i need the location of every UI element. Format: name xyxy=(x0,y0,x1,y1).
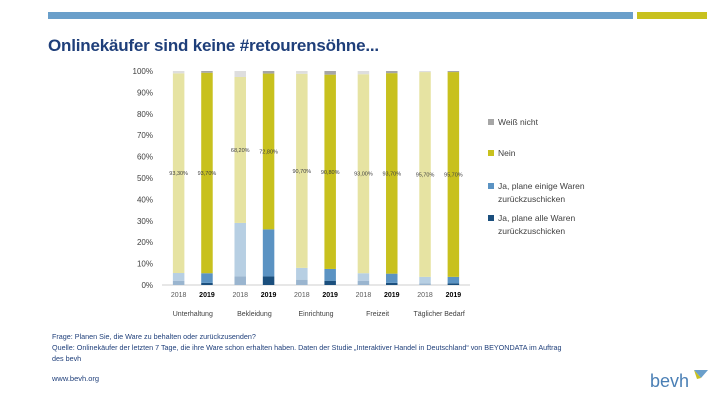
year-label: 2019 xyxy=(260,292,277,299)
y-tick-label: 0% xyxy=(141,281,153,290)
legend-swatch xyxy=(488,183,494,189)
bar-segment xyxy=(448,277,460,283)
y-tick-label: 20% xyxy=(136,238,153,248)
bar-segment xyxy=(419,283,431,285)
bar-segment xyxy=(324,71,336,75)
data-label: 95,70% xyxy=(415,172,435,179)
year-label: 2018 xyxy=(170,292,187,299)
bar-segment xyxy=(201,71,213,73)
logo-text: bevh xyxy=(650,371,690,391)
bar-segment xyxy=(201,283,213,285)
legend-label: Nein xyxy=(498,148,516,158)
bar-segment xyxy=(296,280,308,285)
bevh-logo xyxy=(650,367,710,393)
data-label: 93,70% xyxy=(197,170,217,177)
bar-segment xyxy=(296,268,308,280)
legend-label: zurückzuschicken xyxy=(498,226,566,236)
footnote-question: Frage: Planen Sie, die Ware zu behalten oder zurückzusenden? xyxy=(52,332,256,341)
data-label: 72,80% xyxy=(259,149,278,156)
y-tick-label: 60% xyxy=(136,152,153,162)
category-label: Täglicher Bedarf xyxy=(413,311,465,318)
page-title: Onlinekäufer sind keine #retourensöhne... xyxy=(48,36,379,55)
data-label: 90,80% xyxy=(320,169,340,176)
bar-segment xyxy=(419,71,431,72)
data-label: 90,70% xyxy=(292,168,312,175)
bar-segment xyxy=(358,71,370,74)
year-label: 2019 xyxy=(445,292,462,299)
y-tick-label: 80% xyxy=(136,109,153,119)
year-label: 2018 xyxy=(294,292,310,299)
data-label: 95,70% xyxy=(444,172,463,179)
bar-segment xyxy=(234,223,246,277)
bar-segment xyxy=(386,283,398,285)
y-tick-label: 30% xyxy=(136,216,153,226)
bar-segment xyxy=(419,277,431,283)
bar-segment xyxy=(358,273,370,280)
y-tick-label: 10% xyxy=(136,259,153,269)
legend-label: Ja, plane alle Waren xyxy=(498,213,576,223)
year-label: 2019 xyxy=(383,292,400,299)
legend-label: Weiß nicht xyxy=(498,117,538,127)
y-tick-label: 70% xyxy=(136,131,153,141)
footnote-source-cont: des bevh xyxy=(52,354,82,363)
bar-segment xyxy=(386,274,398,283)
y-tick-label: 90% xyxy=(136,88,153,98)
bar-segment xyxy=(263,71,275,74)
footnote-source: Quelle: Onlinekäufer der letzten 7 Tage, die ihre Ware schon erhalten haben. Daten der Studie „Interaktiver Handel in Deutschland“ von BEYONDATA im Auftrag xyxy=(52,343,562,352)
bar-segment xyxy=(386,71,398,73)
year-label: 2019 xyxy=(199,292,215,299)
year-label: 2019 xyxy=(322,292,338,299)
legend-swatch xyxy=(488,119,494,125)
category-label: Bekleidung xyxy=(237,311,272,318)
legend-label: Ja, plane einige Waren xyxy=(498,181,585,191)
data-label: 93,00% xyxy=(354,171,373,178)
category-label: Einrichtung xyxy=(298,311,334,318)
y-tick-label: 100% xyxy=(132,67,153,76)
bar-segment xyxy=(324,269,336,281)
data-label: 93,30% xyxy=(169,171,188,178)
bar-segment xyxy=(296,71,308,74)
bar-segment xyxy=(173,71,185,73)
y-tick-label: 40% xyxy=(136,195,153,205)
y-tick-label: 50% xyxy=(136,174,153,183)
category-label: Unterhaltung xyxy=(172,311,213,318)
year-label: 2018 xyxy=(355,292,372,299)
legend-swatch xyxy=(488,215,494,221)
category-label: Freizeit xyxy=(366,311,390,318)
bar-segment xyxy=(201,273,213,283)
year-label: 2018 xyxy=(417,292,433,299)
bar-segment xyxy=(448,71,460,72)
bar-segment xyxy=(448,283,460,285)
bar-segment xyxy=(263,276,275,285)
data-label: 68,20% xyxy=(230,147,250,154)
bar-segment xyxy=(358,281,370,285)
data-label: 93,70% xyxy=(382,171,402,178)
legend-swatch xyxy=(488,150,494,156)
legend-label: zurückzuschicken xyxy=(498,194,566,204)
website-link[interactable]: www.bevh.org xyxy=(52,374,100,383)
bar-segment xyxy=(234,276,246,285)
bar-segment xyxy=(324,281,336,285)
bar-segment xyxy=(263,229,275,276)
bar-segment xyxy=(173,273,185,281)
year-label: 2018 xyxy=(232,292,249,299)
bar-segment xyxy=(173,281,185,285)
bar-segment xyxy=(234,71,246,77)
